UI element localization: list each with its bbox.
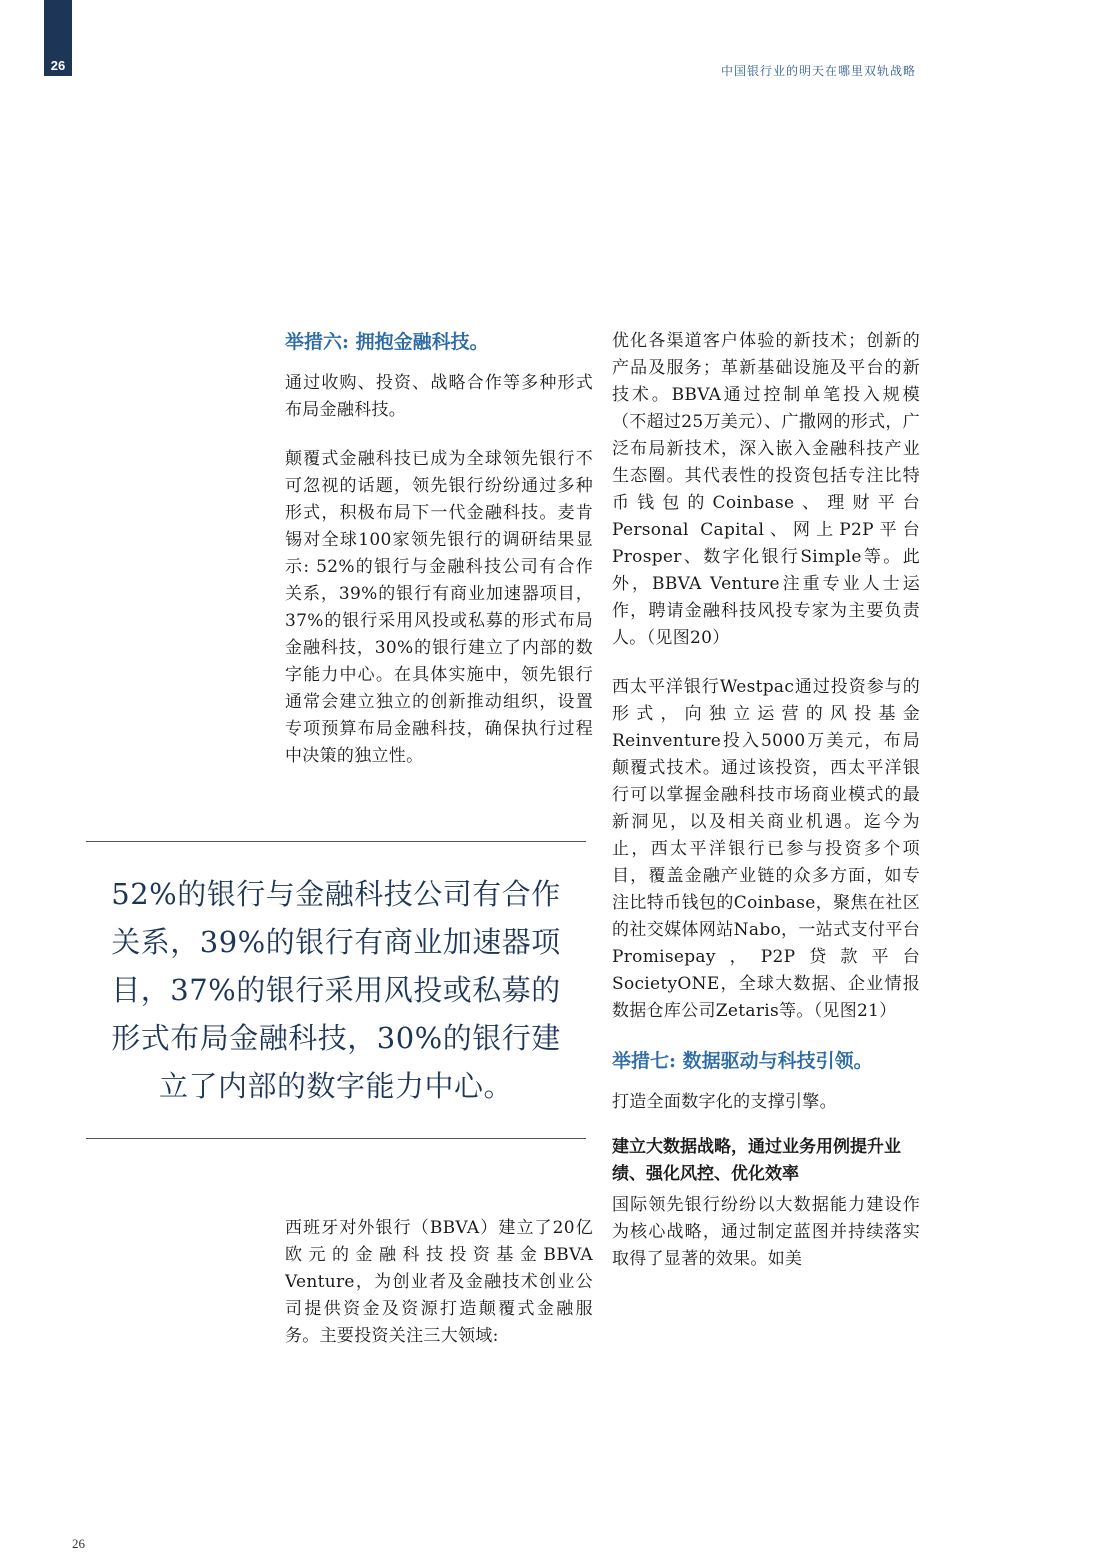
left-column-lower [285,1215,593,1372]
body-paragraph: 西太平洋银行Westpac通过投资参与的形式，向独立运营的风投基金Reinventure投入5000万美元，布局颠覆式技术。通过该投资，西太平洋银行可以掌握金融科技市场商业模式的最新洞见，以及相关商业机遇。迄今为止，西太平洋银行已参与投资多个项目，覆盖金融产业链的众多方面，如专注比特币钱包的Coinbase，聚焦在社区的社交媒体网站Nabo，一站式支付平台Promisepay，P2P贷款平台SocietyONE，全球大数据、企业情报数据仓库公司Zetaris等。（见图21） [612,677,920,1021]
body-paragraph: 西班牙对外银行（BBVA）建立了20亿欧元的金融科技投资基金BBVA Venture，为创业者及金融技术创业公司提供资金及资源打造颠覆式金融服务。主要投资关注三大领域: [285,1218,593,1346]
body-paragraph: 国际领先银行纷纷以大数据能力建设作为核心战略，通过制定蓝图并持续落实取得了显著的效果。如美 [612,1195,920,1269]
section-heading-seven: 举措七: 数据驱动与科技引领。 [612,1050,873,1072]
footer-page-number: 26 [72,1536,85,1551]
page-number-tab [44,0,72,76]
right-column [612,328,920,1295]
pull-quote-text: 52%的银行与金融科技公司有合作关系，39%的银行有商业加速器项目，37%的银行采用风投或私募的形式布局金融科技，30%的银行建立了内部的数字能力中心。 [111,877,561,1103]
body-paragraph: 颠覆式金融科技已成为全球领先银行不可忽视的话题，领先银行纷纷通过多种形式，积极布局下一代金融科技。麦肯锡对全球100家领先银行的调研结果显示: 52%的银行与金融科技公司有合作关系，39%的银行有商业加速器项目，37%的银行采用风投或私募的形式布局金融科技，30%的银行建立了内部的数字能力中心。在具体实施中，领先银行通常会建立独立的创新推动组织，设置专项预算布局金融科技，确保执行过程中决策的独立性。 [285,449,593,766]
left-column [285,328,593,792]
running-header-title: 中国银行业的明天在哪里双轨战略 [720,64,916,78]
body-paragraph: 优化各渠道客户体验的新技术；创新的产品及服务；革新基础设施及平台的新技术。BBVA通过控制单笔投入规模（不超过25万美元）、广撒网的形式，广泛布局新技术，深入嵌入金融科技产业生态圈。其代表性的投资包括专注比特币钱包的Coinbase、理财平台Personal Capital、网上P2P平台Prosper、数字化银行Simple等。此外，BBVA Venture注重专业人士运作，聘请金融科技风投专家为主要负责人。（见图20） [612,331,920,648]
section-intro: 打造全面数字化的支撑引擎。 [612,1092,837,1112]
pull-quote-box [86,841,586,1139]
section-heading-six: 举措六: 拥抱金融科技。 [285,331,489,353]
sub-heading: 建立大数据战略，通过业务用例提升业绩、强化风控、优化效率 [612,1137,901,1184]
body-paragraph: 通过收购、投资、战略合作等多种形式布局金融科技。 [285,373,593,420]
page-number-tab-label: 26 [50,58,66,73]
